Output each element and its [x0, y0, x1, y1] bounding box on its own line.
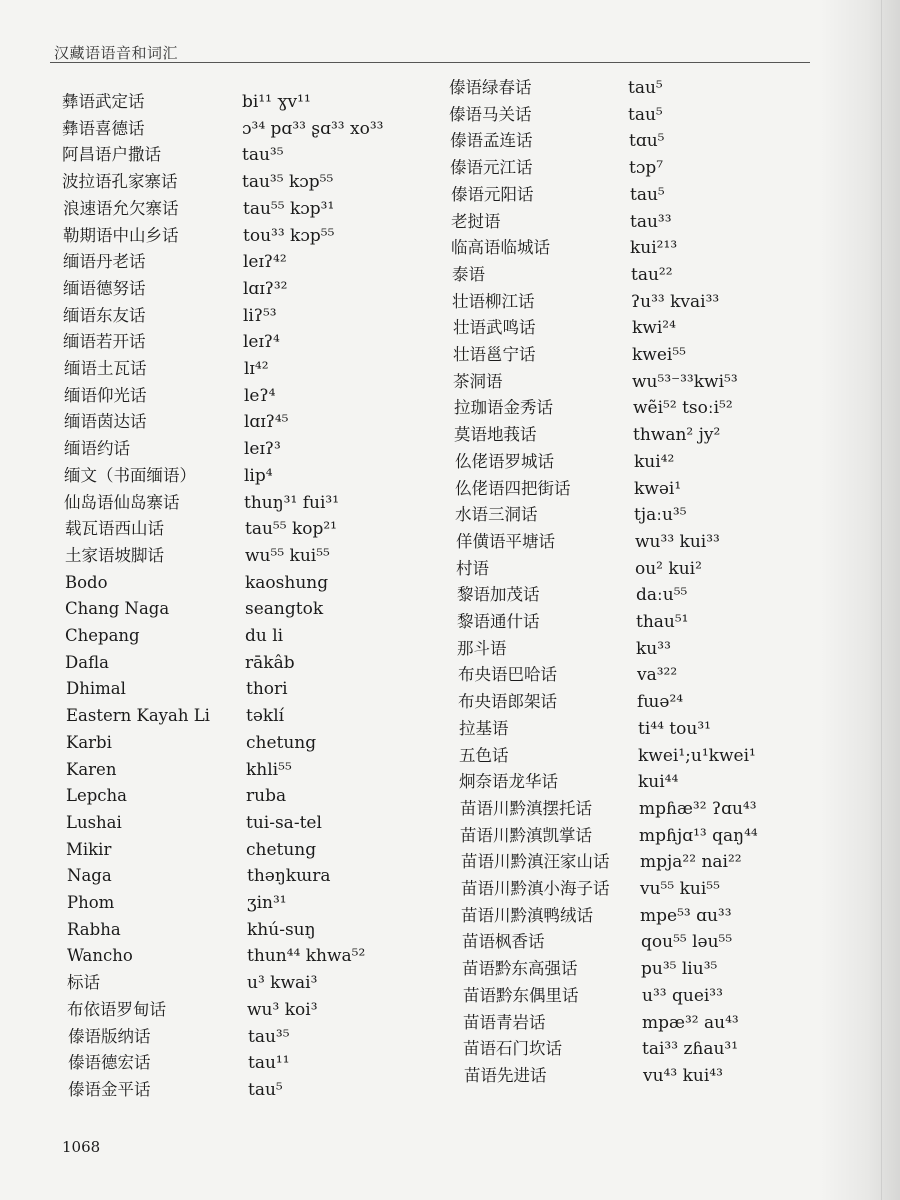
word-form: khli⁵⁵: [246, 759, 292, 780]
page-edge-line: [881, 0, 882, 1200]
language-name: 傣语马关话: [449, 104, 532, 124]
language-name: 壮语邕宁话: [453, 345, 536, 364]
language-name: 拉基语: [459, 718, 509, 738]
word-form: leɪʔ⁴²: [243, 252, 287, 273]
word-form: kaoshung: [245, 572, 329, 593]
page-number: 1068: [62, 1138, 101, 1156]
language-name: Naga: [67, 866, 112, 886]
language-name: 傣语孟连话: [450, 131, 533, 151]
language-name: 缅语若开话: [63, 332, 146, 352]
word-form: wu³ koi³: [247, 999, 318, 1020]
word-form: bi¹¹ ɣv¹¹: [242, 92, 311, 112]
word-form: daːu⁵⁵: [636, 585, 688, 606]
word-form: ʔu³³ kvai³³: [631, 291, 720, 312]
word-form: tou³³ kɔp⁵⁵: [243, 225, 335, 246]
word-form: thuŋ³¹ fui³¹: [244, 492, 340, 513]
language-name: Karbi: [66, 732, 112, 752]
word-form: lɑɪʔ³²: [243, 278, 288, 299]
word-form: kwəi¹: [634, 478, 682, 499]
word-form: thwan² jy²: [633, 425, 721, 446]
word-form: tau⁵: [628, 104, 663, 125]
language-name: 标话: [67, 973, 100, 993]
word-form: tui-sa-tel: [246, 812, 322, 833]
word-form: u³³ quei³³: [642, 985, 723, 1006]
language-name: 那斗语: [457, 638, 507, 658]
language-name: 缅语丹老话: [63, 252, 146, 272]
language-name: 彝语武定话: [62, 92, 145, 111]
language-name: 缅文（书面缅语）: [64, 465, 196, 485]
word-form: vu⁴³ kui⁴³: [643, 1065, 723, 1086]
word-form: tau³⁵: [242, 145, 284, 166]
word-form: tau³³: [630, 211, 672, 232]
word-form: kwei⁵⁵: [632, 345, 686, 365]
word-form: lɑɪʔ⁴⁵: [244, 412, 289, 433]
language-name: Eastern Kayah Li: [66, 706, 210, 726]
language-name: 村语: [456, 558, 489, 578]
word-form: vu⁵⁵ kui⁵⁵: [640, 879, 720, 899]
language-name: 勒期语中山乡话: [63, 225, 179, 245]
language-name: Mikir: [66, 839, 112, 859]
word-form: tau⁵: [628, 78, 663, 98]
word-form: tau³⁵: [248, 1026, 290, 1047]
language-name: 布央语郎架话: [458, 692, 557, 712]
word-form: u³ kwai³: [247, 973, 318, 994]
language-name: Lepcha: [66, 786, 127, 806]
word-form: ku³³: [636, 638, 671, 659]
word-form: chetung: [246, 732, 317, 753]
word-form: leɪʔ³: [244, 439, 281, 460]
word-form: thau⁵¹: [636, 612, 689, 632]
word-form: tɑu⁵: [629, 131, 665, 152]
word-form: lip⁴: [244, 465, 273, 486]
language-name: 阿昌语户撒话: [62, 145, 161, 165]
word-form: ɔ³⁴ pɑ³³ ʂɑ³³ xo³³: [242, 118, 384, 139]
word-form: ʒin³¹: [247, 893, 287, 913]
word-form: kui²¹³: [630, 238, 678, 259]
language-name: Chang Naga: [65, 599, 170, 619]
language-name: 佯僙语平塘话: [456, 531, 555, 551]
language-name: 苗语川黔滇汪家山话: [461, 852, 610, 872]
word-form: thun⁴⁴ khwa⁵²: [247, 946, 366, 967]
language-name: Chepang: [65, 626, 140, 645]
word-form: mpe⁵³ ɑu³³: [640, 905, 732, 926]
language-name: 壮语柳江话: [452, 291, 535, 311]
word-form: chetung: [246, 839, 317, 860]
word-form: kwei¹;u¹kwei¹: [638, 745, 756, 766]
word-form: ou² kui²: [635, 558, 702, 579]
language-name: Bodo: [65, 572, 108, 592]
word-form: kui⁴⁴: [638, 772, 679, 793]
word-form: qou⁵⁵ ləu⁵⁵: [641, 932, 733, 953]
language-name: 傣语元阳话: [451, 184, 534, 204]
word-form: tau⁵⁵ kop²¹: [245, 519, 337, 540]
word-form: tau²²: [631, 264, 673, 285]
word-form: wẽi⁵² tsoːi⁵²: [633, 398, 733, 419]
language-name: 苗语枫香话: [462, 932, 545, 952]
word-form: thori: [246, 679, 288, 700]
word-form: mpɦjɑ¹³ qaŋ⁴⁴: [639, 825, 758, 846]
language-name: 缅语茵达话: [64, 412, 147, 432]
language-name: 黎语加茂话: [457, 585, 540, 605]
language-name: 浪速语允欠寨话: [63, 198, 179, 218]
language-name: 泰语: [452, 264, 485, 284]
word-form: tau¹¹: [248, 1053, 290, 1074]
language-name: 仫佬语四把街话: [455, 478, 571, 498]
language-name: 傣语元江话: [450, 158, 533, 178]
word-form: wu⁵⁵ kui⁵⁵: [245, 545, 330, 566]
language-name: 苗语黔东高强话: [462, 959, 578, 979]
language-name: Dafla: [65, 652, 109, 672]
header-rule: [50, 62, 810, 63]
language-name: Wancho: [67, 946, 133, 966]
language-name: 缅语东友话: [63, 305, 146, 325]
language-name: 缅语土瓦话: [64, 359, 147, 378]
language-name: 茶洞语: [453, 371, 503, 391]
language-name: 波拉语孔家寨话: [62, 172, 178, 192]
word-form: tai³³ zɦau³¹: [642, 1039, 739, 1060]
language-name: 傣语版纳话: [68, 1026, 151, 1046]
language-name: 缅语德努话: [63, 278, 146, 298]
word-form: tɔp⁷: [629, 158, 664, 179]
language-name: 五色话: [459, 745, 509, 765]
language-name: Phom: [67, 893, 115, 912]
word-form: mpja²² nai²²: [640, 852, 742, 873]
word-form: fɯə²⁴: [637, 692, 684, 713]
word-form: kwi²⁴: [632, 318, 676, 339]
word-form: ti⁴⁴ tou³¹: [638, 718, 711, 739]
language-name: 拉珈语金秀话: [454, 398, 553, 418]
language-name: 苗语川黔滇凯掌话: [460, 825, 592, 845]
language-name: 黎语通什话: [457, 612, 540, 631]
word-form: leɪʔ⁴: [243, 332, 280, 353]
language-name: 仙岛语仙岛寨话: [64, 492, 180, 512]
running-header: [50, 40, 790, 66]
word-form: ruba: [246, 786, 287, 807]
header-title: 汉藏语语音和词汇: [54, 44, 179, 62]
language-name: 苗语石门坎话: [463, 1039, 562, 1059]
language-name: 彝语喜德话: [62, 118, 145, 138]
word-form: kui⁴²: [634, 451, 675, 472]
word-form: leʔ⁴: [244, 385, 276, 406]
language-name: Rabha: [67, 919, 121, 939]
word-form: təklí: [246, 706, 285, 727]
language-name: 载瓦语西山话: [65, 519, 164, 539]
language-name: 缅语约话: [64, 439, 130, 459]
language-name: 苗语川黔滇鸭绒话: [461, 905, 593, 925]
word-form: tau³⁵ kɔp⁵⁵: [242, 172, 334, 193]
word-form: tau⁵: [630, 184, 665, 205]
language-name: 布央语巴哈话: [458, 665, 557, 685]
word-form: wu⁵³⁻³³kwi⁵³: [632, 371, 738, 392]
language-name: 苗语青岩话: [463, 1012, 546, 1032]
word-form: mpæ³² au⁴³: [642, 1012, 739, 1033]
language-name: Dhimal: [66, 679, 126, 699]
language-name: 傣语金平话: [68, 1079, 151, 1099]
language-name: 缅语仰光话: [64, 385, 147, 405]
language-name: 土家语坡脚话: [65, 545, 164, 565]
word-form: seangtok: [245, 599, 324, 620]
language-name: 临高语临城话: [451, 238, 550, 258]
word-form: wu³³ kui³³: [635, 531, 720, 552]
word-form: va³²²: [637, 665, 678, 686]
language-name: 水语三洞话: [455, 505, 538, 525]
language-name: 壮语武鸣话: [453, 318, 536, 338]
language-name: 傣语绿春话: [449, 78, 532, 97]
language-name: 仫佬语罗城话: [455, 451, 554, 471]
language-name: 傣语德宏话: [68, 1053, 151, 1073]
language-name: Lushai: [66, 812, 122, 832]
language-name: 苗语先进话: [464, 1065, 547, 1085]
word-form: lɪ⁴²: [244, 359, 269, 379]
language-name: Karen: [66, 759, 117, 779]
word-form: du li: [245, 626, 284, 646]
language-name: 莫语地莪话: [454, 425, 537, 445]
language-name: 老挝语: [451, 211, 501, 231]
page-gutter-shadow: [820, 0, 900, 1200]
word-form: tjaːu³⁵: [634, 505, 687, 526]
word-form: liʔ⁵³: [243, 305, 277, 326]
language-name: 炯奈语龙华话: [459, 772, 558, 792]
word-form: tau⁵⁵ kɔp³¹: [243, 198, 335, 219]
word-form: khú-suŋ: [247, 919, 316, 940]
word-form: tau⁵: [248, 1079, 283, 1100]
word-form: mpɦæ³² ʔɑu⁴³: [639, 798, 757, 819]
language-name: 苗语川黔滇摆托话: [460, 798, 592, 818]
language-name: 苗语黔东偶里话: [463, 985, 579, 1005]
language-name: 布依语罗甸话: [67, 999, 166, 1019]
word-form: thəŋkɯra: [247, 866, 331, 887]
word-form: pu³⁵ liu³⁵: [641, 959, 718, 980]
word-form: rākâb: [245, 652, 295, 673]
language-name: 苗语川黔滇小海子话: [461, 879, 610, 898]
